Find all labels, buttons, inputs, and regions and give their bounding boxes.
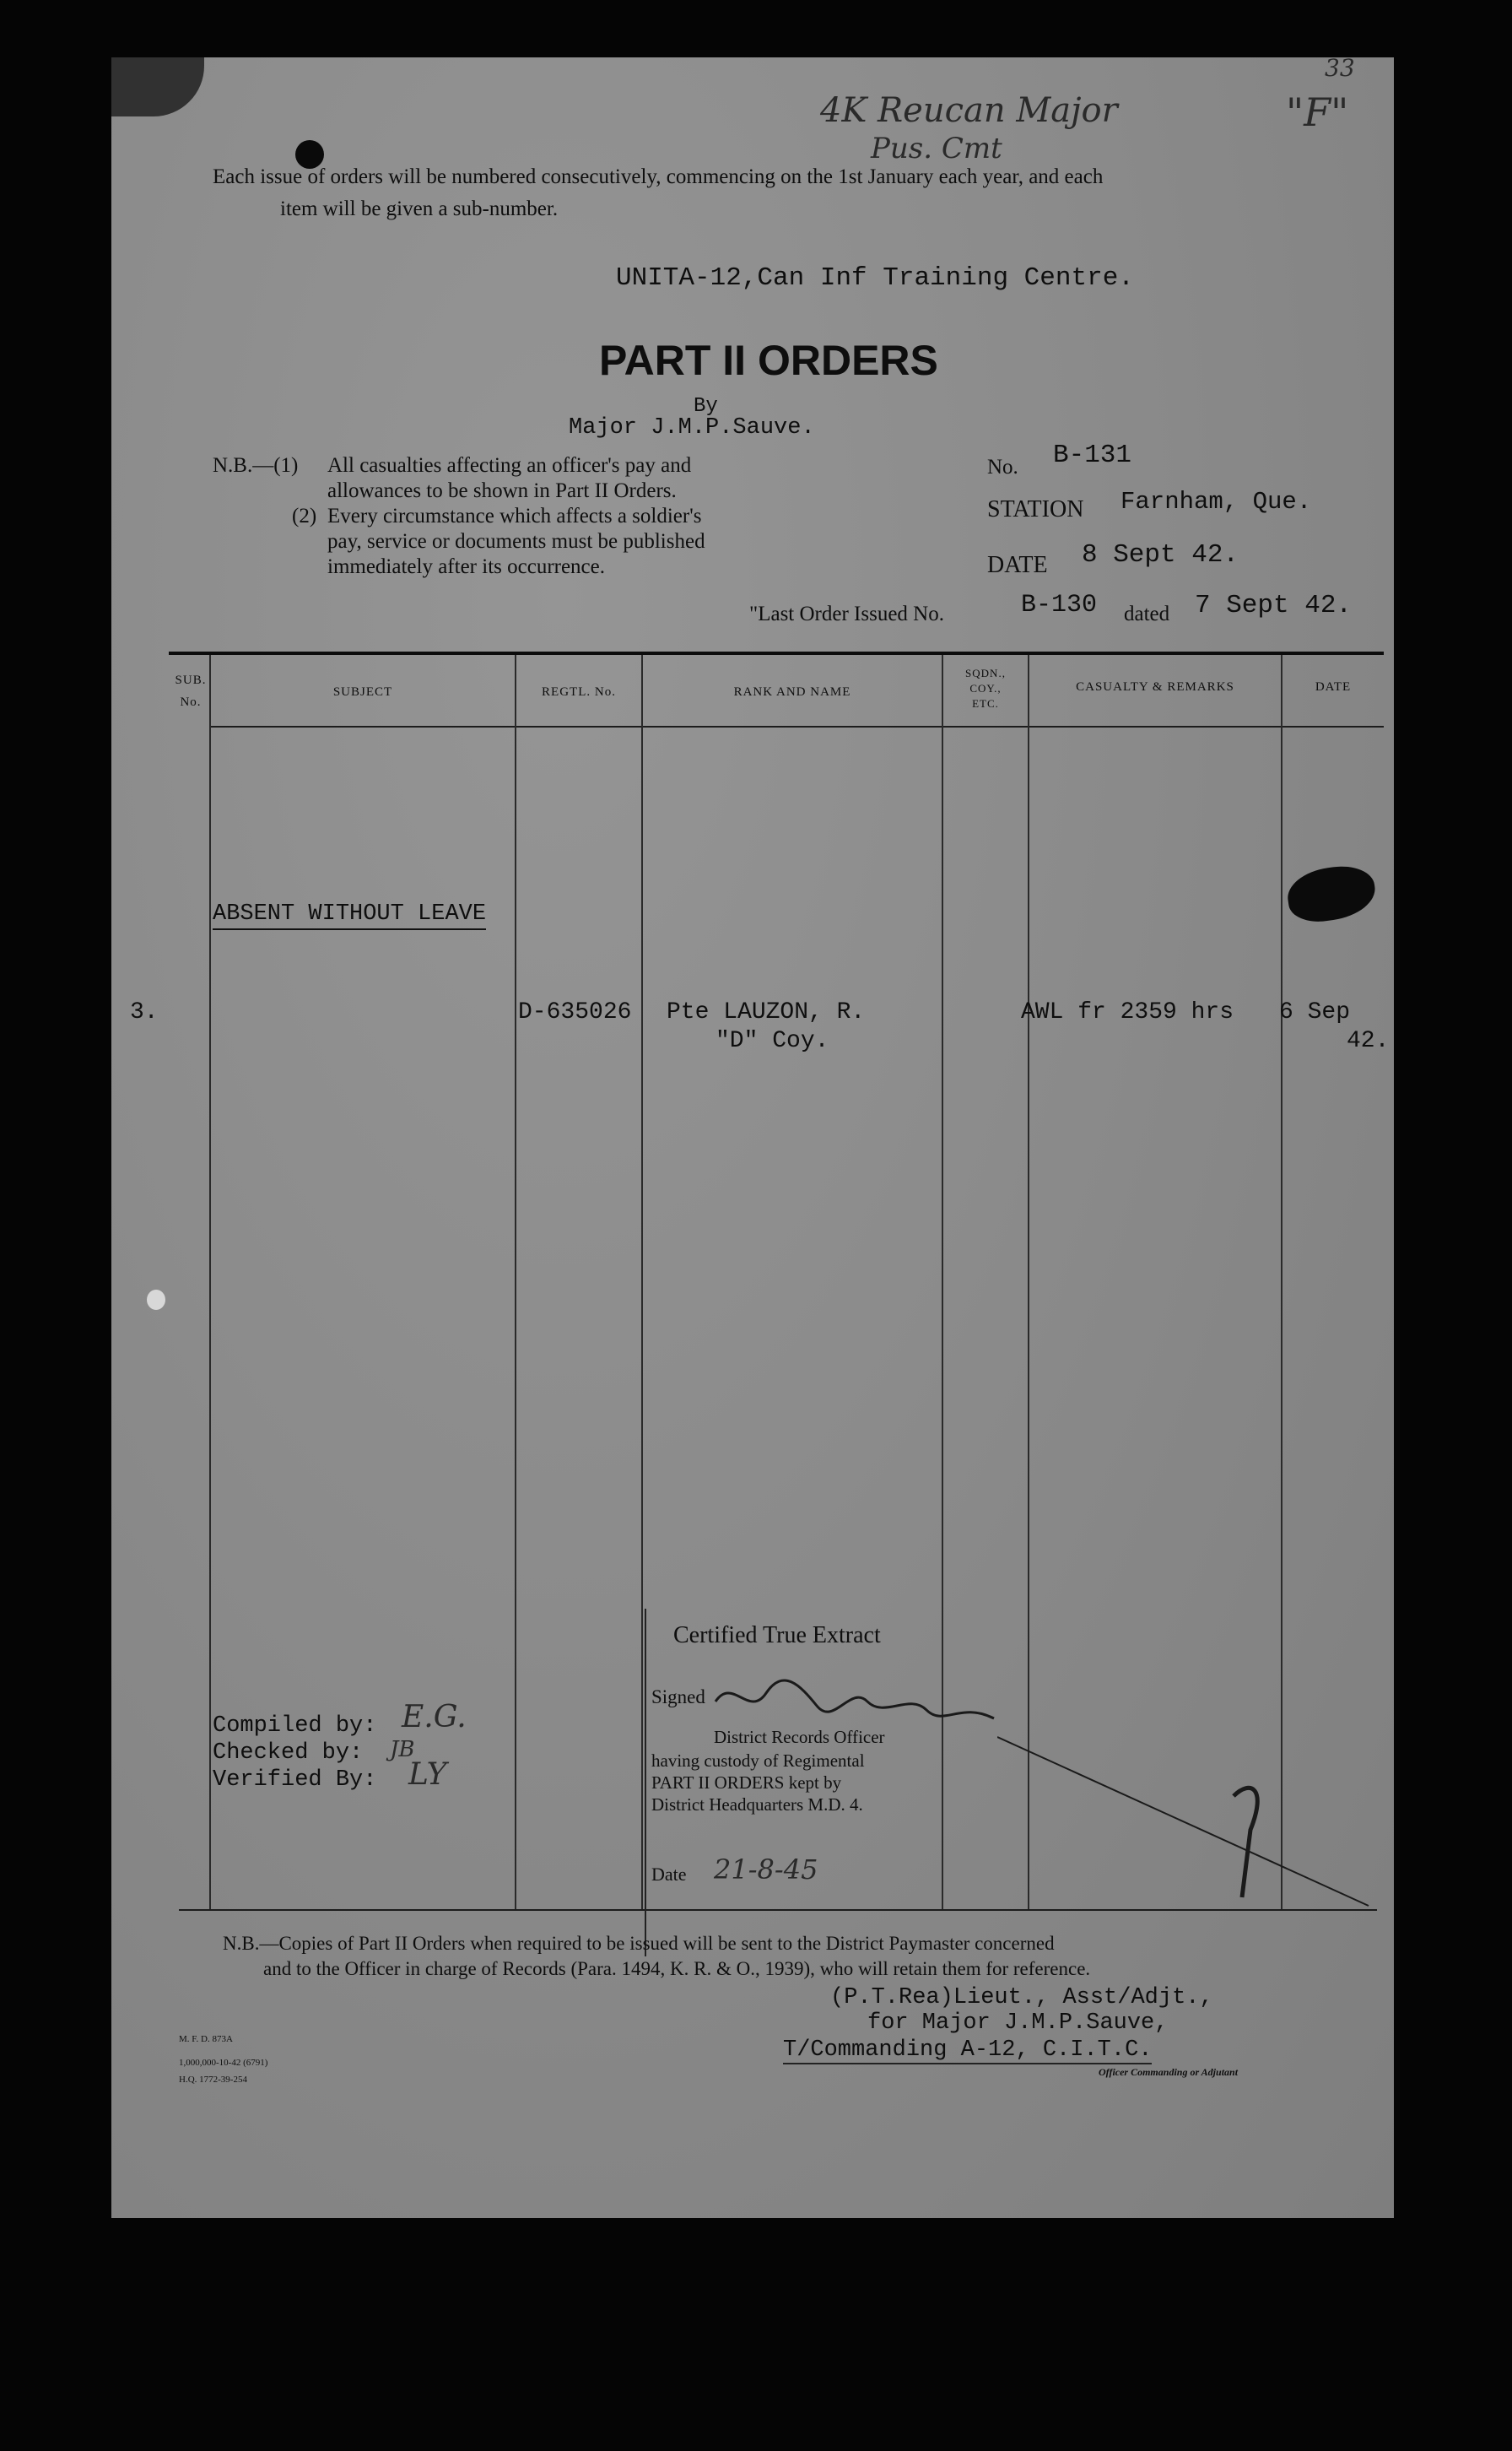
entry-sub-no: 3. [130, 999, 159, 1025]
footer-note-line2: and to the Officer in charge of Records (Para. 1494, K. R. & O., 1939), who will retain them for reference. [263, 1958, 1091, 1979]
section-heading: ABSENT WITHOUT LEAVE [213, 901, 486, 930]
date-value: 8 Sept 42. [1082, 540, 1239, 570]
ink-stain [1284, 862, 1379, 926]
order-no-value: B-131 [1053, 441, 1132, 470]
pen-stroke [997, 1729, 1385, 1914]
verified-label: Verified By: [213, 1767, 377, 1793]
signature-line3: T/Commanding A-12, C.I.T.C. [783, 2037, 1153, 2063]
compiled-label: Compiled by: [213, 1713, 377, 1739]
checked-initials: JB [390, 1737, 415, 1762]
header-coy: COY., [969, 682, 1002, 695]
certification-line1: District Records Officer [714, 1727, 885, 1747]
form-code-line3: H.Q. 1772-39-254 [179, 2075, 247, 2085]
nb-note2-label: (2) [292, 505, 317, 528]
header-etc: ETC. [972, 697, 999, 710]
entry-date-year: 42. [1347, 1028, 1390, 1054]
station-value: Farnham, Que. [1120, 488, 1312, 516]
header-subject: SUBJECT [332, 685, 393, 699]
ink-blot [295, 140, 324, 169]
header-casualty-remarks: CASUALTY & REMARKS [1076, 680, 1234, 694]
header-rank-name: RANK AND NAME [733, 685, 851, 699]
certification-date-value: 21-8-45 [714, 1853, 818, 1886]
order-no-label: No. [987, 456, 1018, 479]
col-rule-3 [641, 655, 643, 1909]
corner-smudge [111, 57, 204, 116]
certification-line2: having custody of Regimental [651, 1750, 865, 1771]
date-label: DATE [987, 552, 1048, 578]
last-order-value: B-130 [1021, 591, 1098, 620]
header-sub-no: No. [180, 695, 202, 709]
certification-line4: District Headquarters M.D. 4. [651, 1794, 863, 1815]
col-rule-2 [515, 655, 516, 1909]
certification-line3: PART II ORDERS kept by [651, 1772, 842, 1793]
station-label: STATION [987, 496, 1084, 522]
issued-by: Major J.M.P.Sauve. [569, 415, 815, 441]
verified-initials: LY [408, 1757, 447, 1792]
paper-speck [147, 1290, 165, 1310]
col-rule-5 [1028, 655, 1029, 1909]
document-page [111, 54, 1394, 2218]
form-code-line1: M. F. D. 873A [179, 2034, 233, 2044]
handwritten-note-line1: 4K Reucan Major [820, 91, 1118, 130]
signature-caption: Officer Commanding or Adjutant [1099, 2066, 1239, 2078]
nb-note2-line1: Every circumstance which affects a soldier's [327, 505, 702, 528]
last-order-label: "Last Order Issued No. [749, 603, 944, 625]
by-label: By [694, 395, 718, 418]
signature-scrawl [707, 1659, 1011, 1727]
unit-name: UNITA-12,Can Inf Training Centre. [616, 263, 1134, 293]
nb-label: N.B.—(1) [213, 454, 299, 477]
col-rule-6 [1281, 655, 1282, 1909]
certification-stamp [645, 1609, 950, 1956]
header-sub: SUB. [175, 674, 207, 687]
entry-coy: "D" Coy. [716, 1028, 829, 1054]
form-letter: "F" [1286, 89, 1349, 135]
table-top-rule [169, 652, 1384, 655]
signature-line2: for Major J.M.P.Sauve, [867, 2010, 1169, 2036]
dated-label: dated [1124, 603, 1170, 625]
checked-label: Checked by: [213, 1740, 364, 1766]
table-header-rule [209, 726, 1384, 728]
signed-label: Signed [651, 1686, 705, 1707]
intro-note-line1: Each issue of orders will be numbered consecutively, commencing on the 1st January each year, and each [213, 165, 1104, 188]
nb-note2-line3: immediately after its occurrence. [327, 555, 606, 578]
page-number: 33 [1325, 54, 1355, 82]
certification-date-label: Date [651, 1864, 687, 1885]
col-rule-1 [209, 655, 211, 1909]
form-code-line2: 1,000,000-10-42 (6791) [179, 2058, 268, 2068]
page-title: PART II ORDERS [599, 337, 938, 384]
entry-regtl-no: D-635026 [518, 999, 632, 1025]
dated-value: 7 Sept 42. [1195, 591, 1353, 620]
compiled-initials: E.G. [402, 1700, 467, 1734]
header-regtl-no: REGTL. No. [542, 685, 616, 699]
header-date: DATE [1315, 680, 1352, 694]
nb-note2-line2: pay, service or documents must be published [327, 530, 705, 553]
footer-note-line1: N.B.—Copies of Part II Orders when required to be issued will be sent to the District Paymaster concerned [223, 1933, 1055, 1954]
intro-note-line2: item will be given a sub-number. [280, 197, 559, 220]
entry-date: 6 Sep [1279, 999, 1351, 1025]
entry-remarks: AWL fr 2359 hrs [1021, 999, 1234, 1025]
nb-note1-line2: allowances to be shown in Part II Orders. [327, 479, 677, 502]
signature-line1: (P.T.Rea)Lieut., Asst/Adjt., [830, 1985, 1213, 2010]
handwritten-note-line2: Pus. Cmt [871, 132, 1002, 165]
nb-note1-line1: All casualties affecting an officer's pay and [327, 454, 692, 477]
certification-title: Certified True Extract [673, 1622, 881, 1648]
entry-name: Pte LAUZON, R. [667, 999, 866, 1025]
header-sqdn: SQDN., [965, 667, 1006, 679]
